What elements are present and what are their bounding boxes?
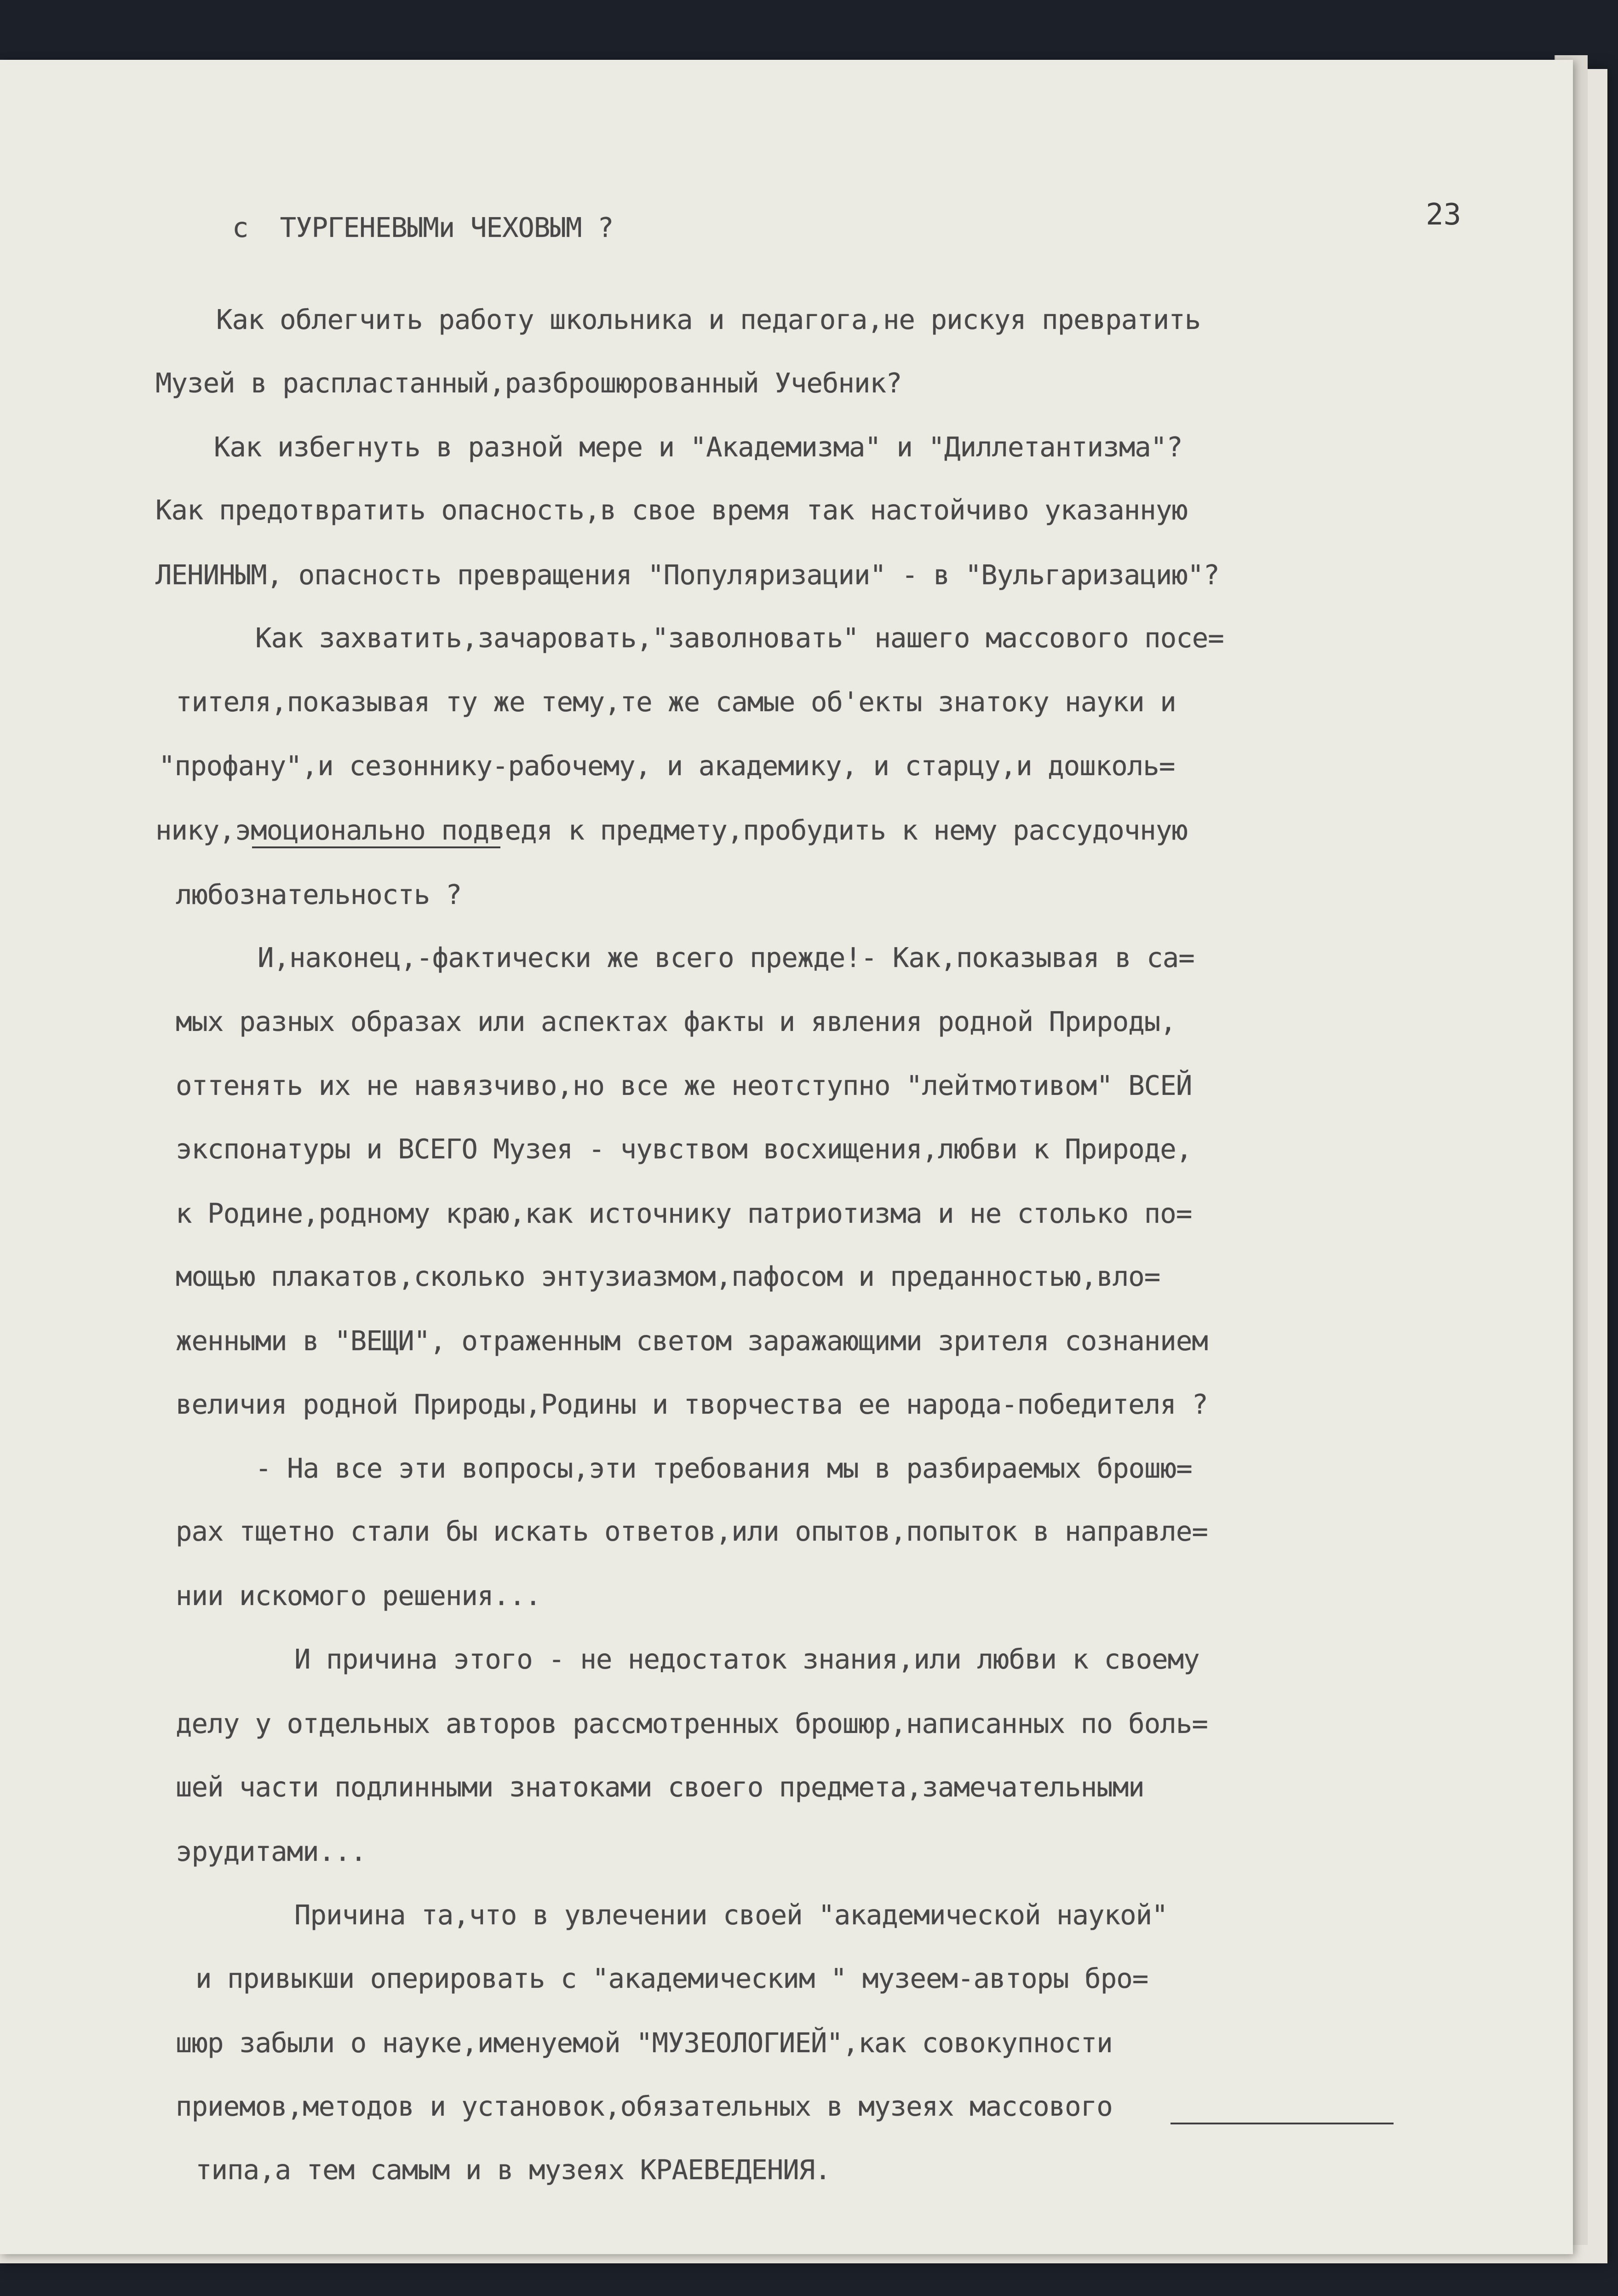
text-line: шей части подлинными знатоками своего предмета,замечательными	[176, 1771, 1144, 1803]
underline-emotionally	[252, 846, 500, 848]
text-line: "профану",и сезоннику-рабочему, и академику, и старцу,и дошколь=	[159, 750, 1175, 782]
text-line: Как облегчить работу школьника и педагога,не рискуя превратить	[216, 304, 1201, 335]
text-line: экспонатуры и ВСЕГО Музея - чувством восхищения,любви к Природе,	[176, 1133, 1192, 1165]
text-line: любознательность ?	[176, 879, 462, 910]
text-line: тителя,показывая ту же тему,те же самые об'екты знатоку науки и	[176, 686, 1176, 718]
text-line: эрудитами...	[176, 1836, 367, 1867]
text-line: нии искомого решения...	[176, 1580, 541, 1611]
text-line: Музей в распластанный,разброшюрованный Учебник?	[155, 367, 902, 399]
text-line: женными в "ВЕЩИ", отраженным светом заражающими зрителя сознанием	[176, 1325, 1208, 1357]
text-line: с ТУРГЕНЕВЫМи ЧЕХОВЫМ ?	[232, 212, 614, 243]
text-line: величия родной Природы,Родины и творчества ее народа-победителя ?	[176, 1388, 1208, 1420]
text-line: шюр забыли о науке,именуемой "МУЗЕОЛОГИЕЙ",как совокупности	[176, 2027, 1113, 2059]
text-line: Как избегнуть в разной мере и "Академизма" и "Диллетантизма"?	[214, 431, 1182, 463]
text-line: нику,эмоционально подведя к предмету,пробудить к нему рассудочную	[155, 814, 1188, 846]
page-number: 23	[1426, 198, 1462, 232]
text-line: делу у отдельных авторов рассмотренных брошюр,написанных по боль=	[176, 1708, 1208, 1739]
text-line: оттенять их не навязчиво,но все же неотступно "лейтмотивом" ВСЕЙ	[176, 1070, 1192, 1101]
text-line: Причина та,что в увлечении своей "академической наукой"	[294, 1899, 1168, 1931]
text-line: мых разных образах или аспектах факты и явления родной Природы,	[176, 1006, 1176, 1037]
text-line: Как захватить,зачаровать,"заволновать" нашего массового посе=	[255, 622, 1224, 654]
text-line: и привыкши оперировать с "академическим " музеем-авторы бро=	[195, 1962, 1148, 1994]
text-line: И причина этого - не недостаток знания,или любви к своему	[294, 1643, 1199, 1675]
text-line: мощью плакатов,сколько энтузиазмом,пафосом и преданностью,вло=	[176, 1260, 1160, 1292]
text-line: рах тщетно стали бы искать ответов,или опытов,попыток в направле=	[176, 1515, 1208, 1547]
underline-mass-type	[1170, 2123, 1394, 2124]
typewritten-page	[0, 60, 1573, 2254]
text-line: И,наконец,-фактически же всего прежде!- Как,показывая в са=	[258, 942, 1194, 973]
text-line: Как предотвратить опасность,в свое время так настойчиво указанную	[155, 494, 1188, 526]
text-line: типа,а тем самым и в музеях КРАЕВЕДЕНИЯ.	[195, 2154, 831, 2186]
text-line: к Родине,родному краю,как источнику патриотизма и не столько по=	[176, 1197, 1192, 1229]
text-line: приемов,методов и установок,обязательных в музеях массового	[176, 2090, 1113, 2122]
text-line: - На все эти вопросы,эти требования мы в разбираемых брошю=	[255, 1452, 1192, 1484]
text-line: ЛЕНИНЫМ, опасность превращения "Популяризации" - в "Вульгаризацию"?	[155, 559, 1219, 591]
